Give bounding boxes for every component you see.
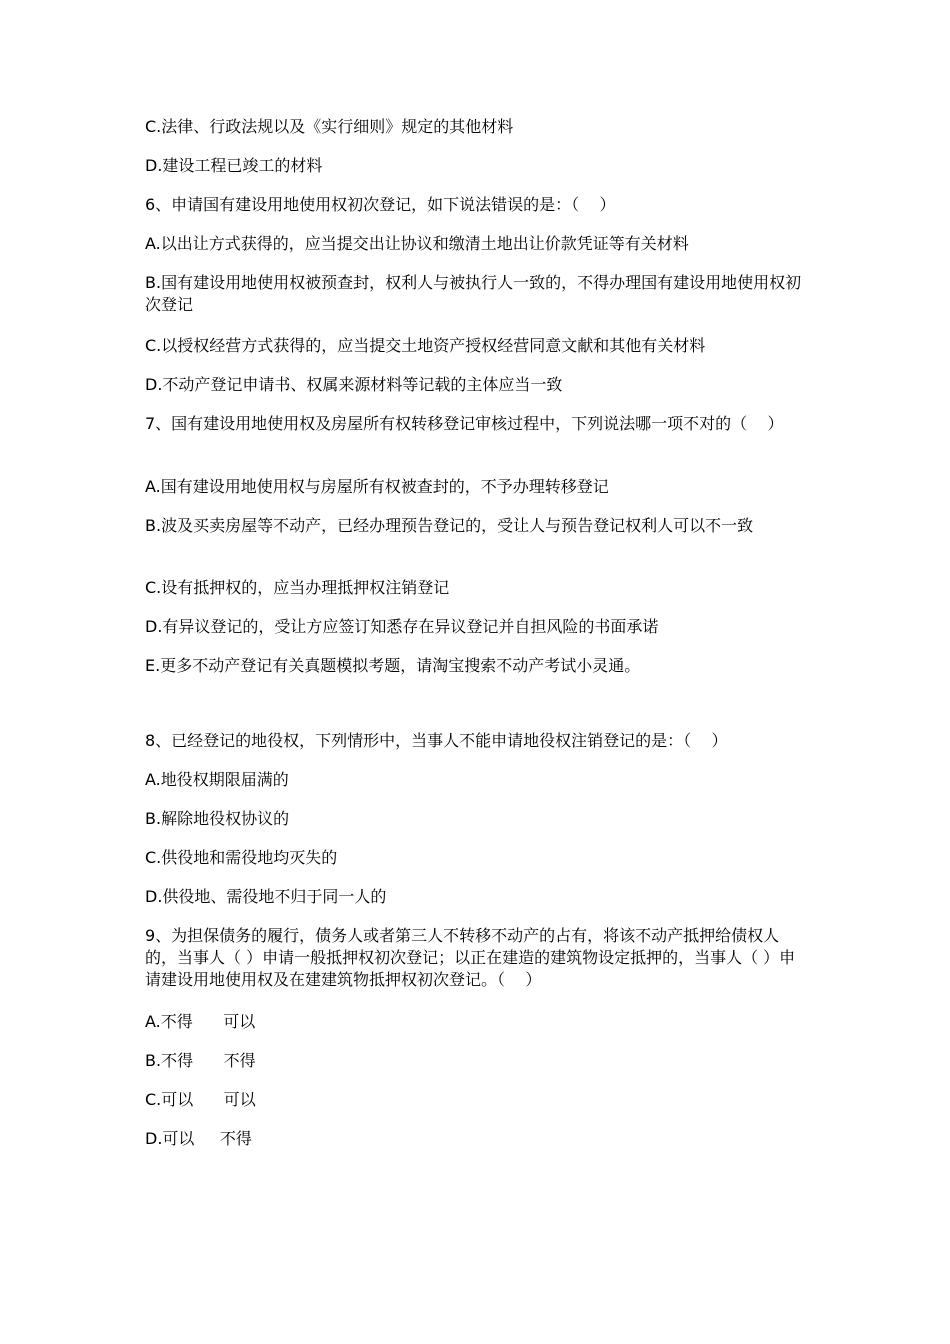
option-7d: D.有异议登记的，受让方应签订知悉存在异议登记并自担风险的书面承诺 (145, 617, 659, 636)
option-5d: D.建设工程已竣工的材料 (145, 156, 323, 175)
option-9d: D.可以 不得 (145, 1129, 252, 1148)
option-8b: B.解除地役权协议的 (145, 809, 290, 828)
option-9a: A.不得 可以 (145, 1012, 256, 1031)
option-7b: B.波及买卖房屋等不动产，已经办理预告登记的，受让人与预告登记权利人可以不一致 (145, 516, 754, 535)
question-9: 9、为担保债务的履行，债务人或者第三人不转移不动产的占有，将该不动产抵押给债权人的，当事人（ ）申请一般抵押权初次登记；以正在建造的建筑物设定抵押的，当事人（ ）申请建设用地使用权及在建建筑物抵押权初次登记。（ ） (145, 926, 796, 989)
option-6c: C.以授权经营方式获得的，应当提交土地资产授权经营同意文献和其他有关材料 (145, 336, 706, 355)
question-7: 7、国有建设用地使用权及房屋所有权转移登记审核过程中，下列说法哪一项不对的（ ） (145, 414, 784, 433)
option-8d: D.供役地、需役地不归于同一人的 (145, 887, 387, 906)
option-9b: B.不得 不得 (145, 1051, 256, 1070)
option-6b: B.国有建设用地使用权被预查封，权利人与被执行人一致的，不得办理国有建设用地使用权初次登记 (145, 273, 802, 314)
option-7e: E.更多不动产登记有关真题模拟考题，请淘宝搜索不动产考试小灵通。 (145, 656, 641, 675)
option-7a: A.国有建设用地使用权与房屋所有权被查封的，不予办理转移登记 (145, 477, 609, 496)
option-9c: C.可以 可以 (145, 1090, 256, 1109)
option-5c: C.法律、行政法规以及《实行细则》规定的其他材料 (145, 117, 514, 136)
option-6a: A.以出让方式获得的，应当提交出让协议和缴清土地出让价款凭证等有关材料 (145, 234, 689, 253)
question-6: 6、申请国有建设用地使用权初次登记，如下说法错误的是：（ ） (145, 195, 616, 214)
option-6d: D.不动产登记申请书、权属来源材料等记载的主体应当一致 (145, 375, 563, 394)
option-8a: A.地役权期限届满的 (145, 770, 289, 789)
option-7c: C.设有抵押权的，应当办理抵押权注销登记 (145, 578, 450, 597)
option-8c: C.供役地和需役地均灭失的 (145, 848, 338, 867)
question-8: 8、已经登记的地役权，下列情形中，当事人不能申请地役权注销登记的是：（ ） (145, 731, 728, 750)
